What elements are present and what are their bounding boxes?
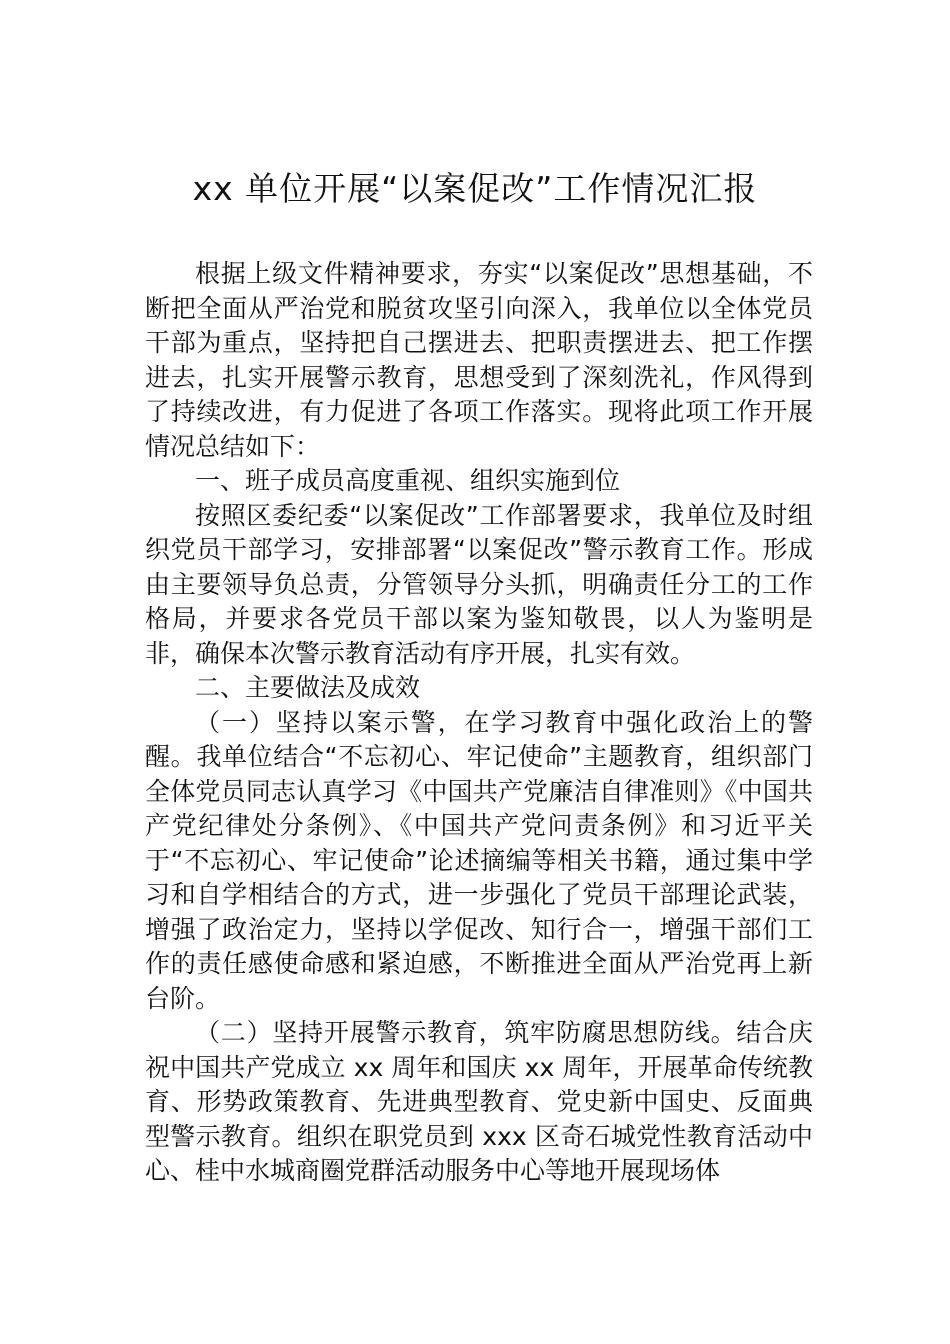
subsection-2-paragraph: （二）坚持开展警示教育，筑牢防腐思想防线。结合庆祝中国共产党成立 xx 周年和国庆 xx 周年，开展革命传统教育、形势政策教育、先进典型教育、党史新中国史、反面典型警示教育。组织在职党员到 xxx 区奇石城党性教育活动中心、桂中水城商圈党群活动服务中心等地开展现场体 bbox=[145, 1018, 813, 1185]
subsection-1-paragraph: （一）坚持以案示警，在学习教育中强化政治上的警醒。我单位结合“不忘初心、牢记使命”主题教育，组织部门全体党员同志认真学习《中国共产党廉洁自律准则》《中国共产党纪律处分条例》、《中国共产党问责条例》和习近平关于“不忘初心、牢记使命”论述摘编等相关书籍，通过集中学习和自学相结合的方式，进一步强化了党员干部理论武装，增强了政治定力，坚持以学促改、知行合一，增强干部们工作的责任感使命感和紧迫感，不断推进全面从严治党再上新台阶。 bbox=[145, 707, 813, 1013]
section-heading-2: 二、主要做法及成效 bbox=[195, 673, 421, 702]
section-heading-1: 一、班子成员高度重视、组织实施到位 bbox=[195, 466, 621, 495]
document-body bbox=[145, 257, 813, 1189]
intro-paragraph: 根据上级文件精神要求，夯实“以案促改”思想基础，不断把全面从严治党和脱贫攻坚引向深入，我单位以全体党员干部为重点，坚持把自己摆进去、把职责摆进去、把工作摆进去，扎实开展警示教育，思想受到了深刻洗礼，作风得到了持续改进，有力促进了各项工作落实。现将此项工作开展情况总结如下： bbox=[145, 259, 813, 461]
document-title: xx 单位开展“以案促改”工作情况汇报 bbox=[192, 169, 758, 208]
section-1-paragraph: 按照区委纪委“以案促改”工作部署要求，我单位及时组织党员干部学习，安排部署“以案促改”警示教育工作。形成由主要领导负总责，分管领导分头抓，明确责任分工的工作格局，并要求各党员干部以案为鉴知敬畏，以人为鉴明是非，确保本次警示教育活动有序开展，扎实有效。 bbox=[145, 500, 813, 668]
